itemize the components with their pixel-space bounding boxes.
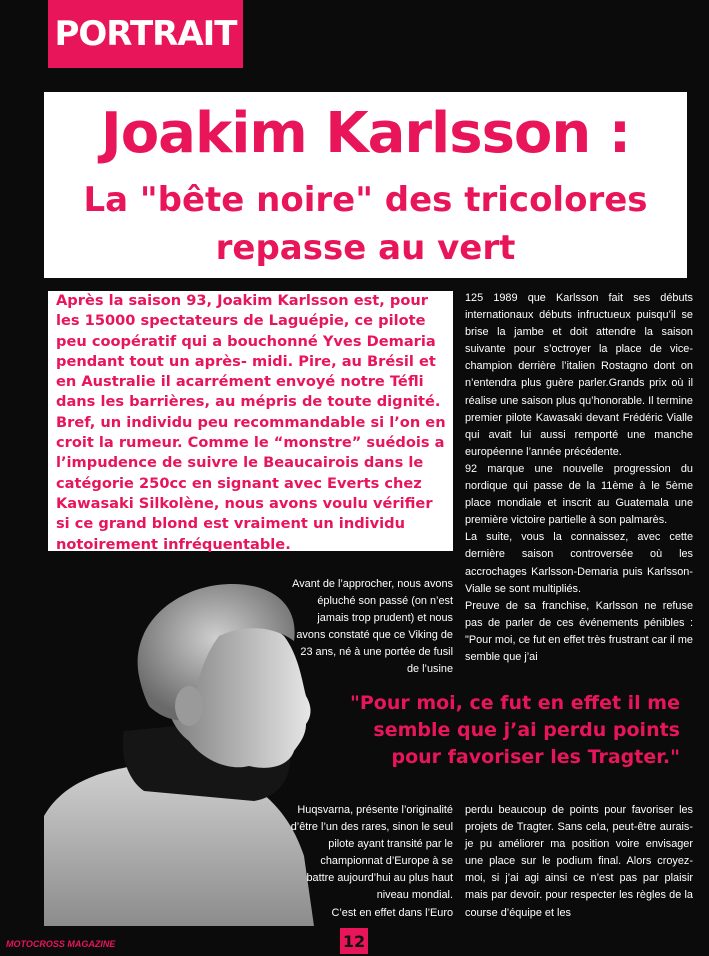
right-column-top xyxy=(465,290,693,666)
paragraph: 125 1989 que Karlsson fait ses débuts internationaux débuts infructueux puisqu’il se brise la jambe et doit attendre la saison suivante pour s’octroyer la place de vice-champion derrière l’italien Rostagno dont on n’entendra plus guère parler.Grands prix où il réalise une saison plus qu’honorable. Il termine premier pilote Kawasaki devant Frédéric Vialle qui avait lui aussi remporté une manche européenne l’année précédente. xyxy=(465,292,693,458)
intro-box xyxy=(48,291,453,551)
section-tag: PORTRAIT xyxy=(48,0,243,68)
article-subtitle xyxy=(44,176,687,272)
paragraph: Preuve de sa franchise, Karlsson ne refuse pas de parler de ces événements pénibles : "Pour moi, ce fut en effet très frustrant car il me semble que j’ai xyxy=(465,599,693,663)
pull-quote: "Pour moi, ce fut en effet il me semble que j’ai perdu points pour favoriser les Tragter." xyxy=(349,692,680,768)
page-number: 12 xyxy=(340,928,368,954)
paragraph: C’est en effet dans l’Euro xyxy=(331,906,453,919)
right-column-bottom: perdu beaucoup de points pour favoriser les projets de Tragter. Sans cela, peut-être aurais-je pu améliorer ma position voire envisager une place sur le podium final. Alors croyez-moi, si j’ai agi ainsi ce n’est pas par plaisir mais par devoir. pour respecter les règles de la course d’équipe et les xyxy=(465,804,693,919)
headline-box xyxy=(44,92,687,278)
paragraph: Huqsvarna, présente l’originalité d’être l’un des rares, sinon le seul pilote ayant transité par le championnat d’Europe à se battre aujourd’hui au plus haut niveau mondial. xyxy=(290,804,453,902)
intro-paragraph: Après la saison 93, Joakim Karlsson est, pour les 15000 spectateurs de Laguépie, ce pilote peu coopératif qui a bouchonné Yves Demaria pendant tout un après- midi. Pire, au Brésil et en Australie il acarrément envoyé notre Téfli dans les barrières, au mépris de toute dignité. Bref, un individu peu recommandable si l’on en croit la rumeur. Comme le “monstre” suédois a l’impudence de suivre le Beaucairois dans le catégorie 250cc en signant avec Everts chez Kawasaki Silkolène, nous avons voulu vérifier si ce grand blond est vraiment un individu notoirement infréquentable. xyxy=(56,292,446,553)
subtitle-line-2: repasse au vert xyxy=(215,228,516,268)
middle-column-top: Avant de l’approcher, nous avons épluché son passé (on n’est jamais trop prudent) et nous avons constaté que ce Viking de 23 ans, né à une portée de fusil de l’usine xyxy=(292,578,453,676)
magazine-name: MOTOCROSS MAGAZINE xyxy=(6,939,116,949)
article-title: Joakim Karlsson : xyxy=(100,101,631,166)
paragraph: La suite, vous la connaissez, avec cette dernière saison controversée où les accrochages Karlsson-Demaria puis Karlsson-Vialle se sont multipliés. xyxy=(465,531,693,595)
paragraph: 92 marque une nouvelle progression du nordique qui passe de la 11ème à le 5ème place mondiale et inscrit au Guatemala une première victoire partielle à son palmarès. xyxy=(465,462,693,527)
middle-column-bottom xyxy=(290,802,453,922)
subtitle-line-1: La "bête noire" des tricolores xyxy=(83,180,648,220)
